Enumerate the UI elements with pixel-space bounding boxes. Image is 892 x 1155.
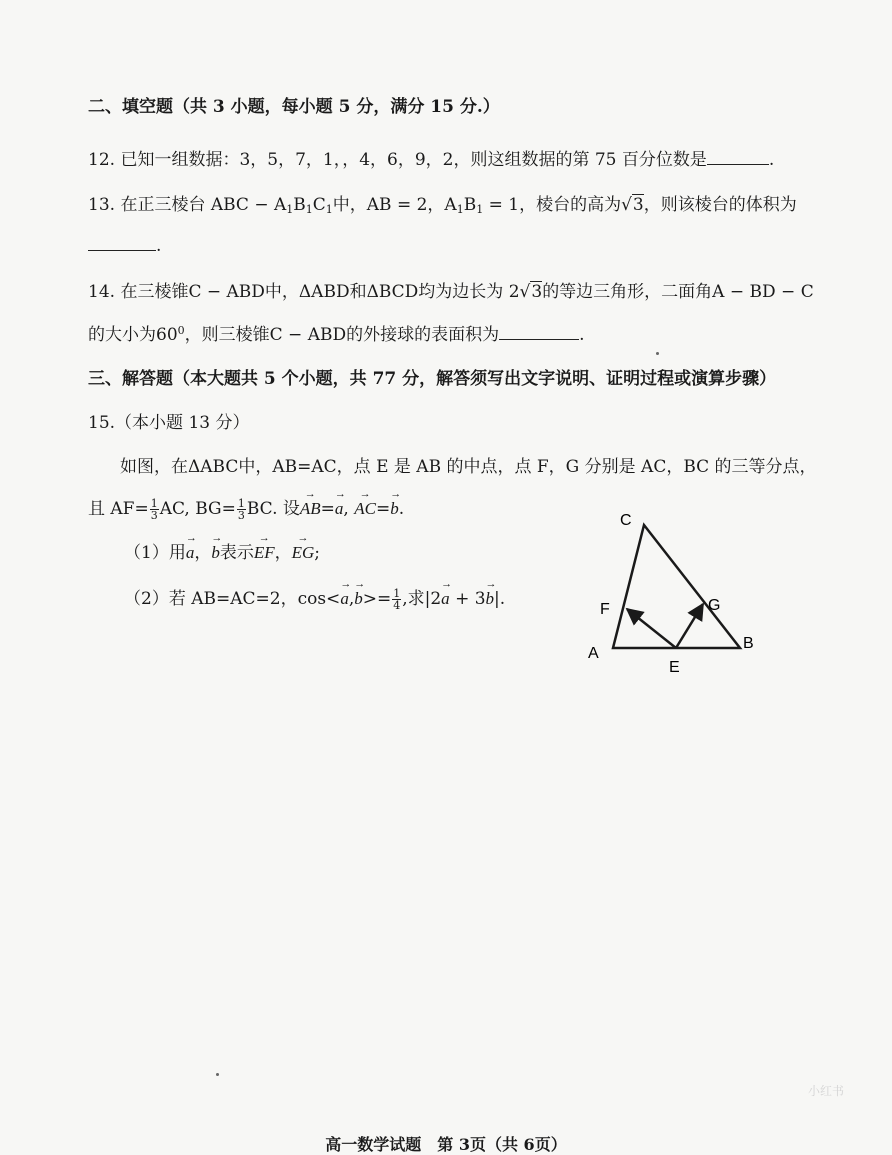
period: .	[768, 150, 775, 170]
question-15-part-1: （1）用→ a，→ b表示→ EF，→ EG;	[124, 538, 320, 563]
vector-b: → b	[486, 589, 495, 609]
q14-sqrt: 3	[531, 282, 543, 302]
q14-line2-end: ，则三棱锥C − ABD的外接球的表面积为	[184, 325, 500, 345]
label-c: C	[620, 512, 632, 529]
q13-sqrt: 3	[632, 195, 644, 215]
vector-eg: → EG	[292, 543, 315, 563]
scan-speck	[656, 352, 659, 355]
label-g: G	[708, 597, 721, 614]
q15-part2-a: （2）若 AB=AC=2，cos<	[124, 589, 341, 609]
question-15-body-2	[88, 494, 404, 521]
vector-eg-arrow	[676, 604, 703, 648]
vector-ac: → AC	[354, 499, 376, 519]
vector-ef: → EF	[254, 543, 275, 563]
q15-body2-start: 且 AF=	[88, 499, 149, 519]
q15-part2-c: ,求|2	[402, 589, 442, 609]
vector-ab: → AB	[300, 499, 321, 519]
vector-b: → b	[390, 499, 399, 519]
semicolon: ;	[314, 543, 321, 563]
triangle-abc	[613, 525, 740, 648]
section-2-heading: 二、填空题（共 3 小题，每小题 5 分，满分 15 分.）	[88, 97, 500, 117]
q15-part1-a: （1）用	[124, 543, 186, 563]
equals: =	[375, 499, 391, 519]
question-15-body-1: 如图，在ΔABC中，AB=AC，点 E 是 AB 的中点，点 F，G 分别是 AC，BC 的三等分点，	[120, 457, 817, 477]
q13-mid1: ，AB = 2，A	[349, 195, 457, 215]
q14-line1-end: 的等边三角形，二面角A − BD − C	[542, 282, 814, 302]
equals: =	[320, 499, 335, 519]
question-12-text: 12. 已知一组数据：3，5，7，1，，4，6，9，2，则这组数据的第 75 百分位数是	[88, 150, 707, 170]
period: .	[579, 325, 585, 345]
question-13-answer-line	[88, 236, 161, 256]
q15-part2-e: |.	[494, 589, 506, 609]
question-15-title: 15.（本小题 13 分）	[88, 413, 250, 433]
question-14-line-1: 14. 在三棱锥C − ABD中，ΔABD和ΔBCD均为边长为 2√3的等边三角形，二面角A − BD − C	[88, 282, 814, 302]
separator: ,	[343, 499, 355, 519]
degree-sup: 0	[177, 324, 185, 337]
period: .	[398, 499, 405, 519]
answer-blank-14	[499, 325, 579, 340]
period: .	[156, 236, 162, 256]
section-3-heading: 三、解答题（本大题共 5 个小题，共 77 分，解答须写出文字说明、证明过程或演算步骤）	[88, 369, 777, 389]
question-14-line-2	[88, 320, 585, 345]
vector-a: → a	[441, 589, 450, 609]
vector-b: → b	[354, 589, 363, 609]
q15-part1-b: 表示	[219, 543, 254, 563]
q15-body2-mid1: AC, BG=	[159, 499, 236, 519]
q14-line2-start: 的大小为60	[88, 325, 178, 345]
watermark: 小红书	[807, 1084, 844, 1098]
q15-body2-mid2: BC. 设	[246, 499, 300, 519]
vector-ef-arrow	[627, 609, 676, 648]
question-13: 13. 在正三棱台 ABC − $A_1B_1C_1$中，AB = 2，$A_1B_1 = 1$，棱台的高为√3，则该棱台的体积为	[88, 195, 797, 216]
label-b: B	[743, 635, 754, 652]
vector-a: → a	[335, 499, 344, 519]
label-e: E	[669, 659, 680, 676]
fraction-one-third: $\frac{1}{3}$	[150, 497, 158, 522]
q14-line1: 14. 在三棱锥C − ABD中，ΔABD和ΔBCD均为边长为 2	[88, 282, 520, 302]
label-a: A	[588, 645, 599, 662]
vector-b: → b	[211, 543, 220, 563]
q15-part2-d: + 3	[449, 589, 486, 609]
fraction-one-quarter: $\frac{1}{4}$	[393, 587, 401, 612]
q13-mid2: = 1，棱台的高为	[483, 195, 622, 215]
question-12	[88, 145, 774, 170]
fraction-one-third: $\frac{1}{3}$	[237, 497, 245, 522]
q13-suffix: ，则该棱台的体积为	[643, 195, 797, 215]
q13-prefix: 13. 在正三棱台 ABC − A	[88, 195, 287, 215]
question-15-part-2: （2）若 AB=AC=2，cos<→ a,→ b>= $\frac{1}{4}$ ,求|2→ a + 3→ b|.	[124, 584, 505, 611]
vector-a: → a	[186, 543, 195, 563]
page-footer: 高一数学试题 第 3页（共 6页）	[325, 1135, 567, 1154]
answer-blank-12	[707, 150, 769, 165]
vector-a: → a	[340, 589, 349, 609]
label-f: F	[600, 601, 610, 618]
triangle-figure	[580, 508, 780, 688]
q15-part2-b: >=	[362, 589, 392, 609]
answer-blank-13	[88, 236, 156, 251]
scan-speck	[216, 1073, 219, 1076]
